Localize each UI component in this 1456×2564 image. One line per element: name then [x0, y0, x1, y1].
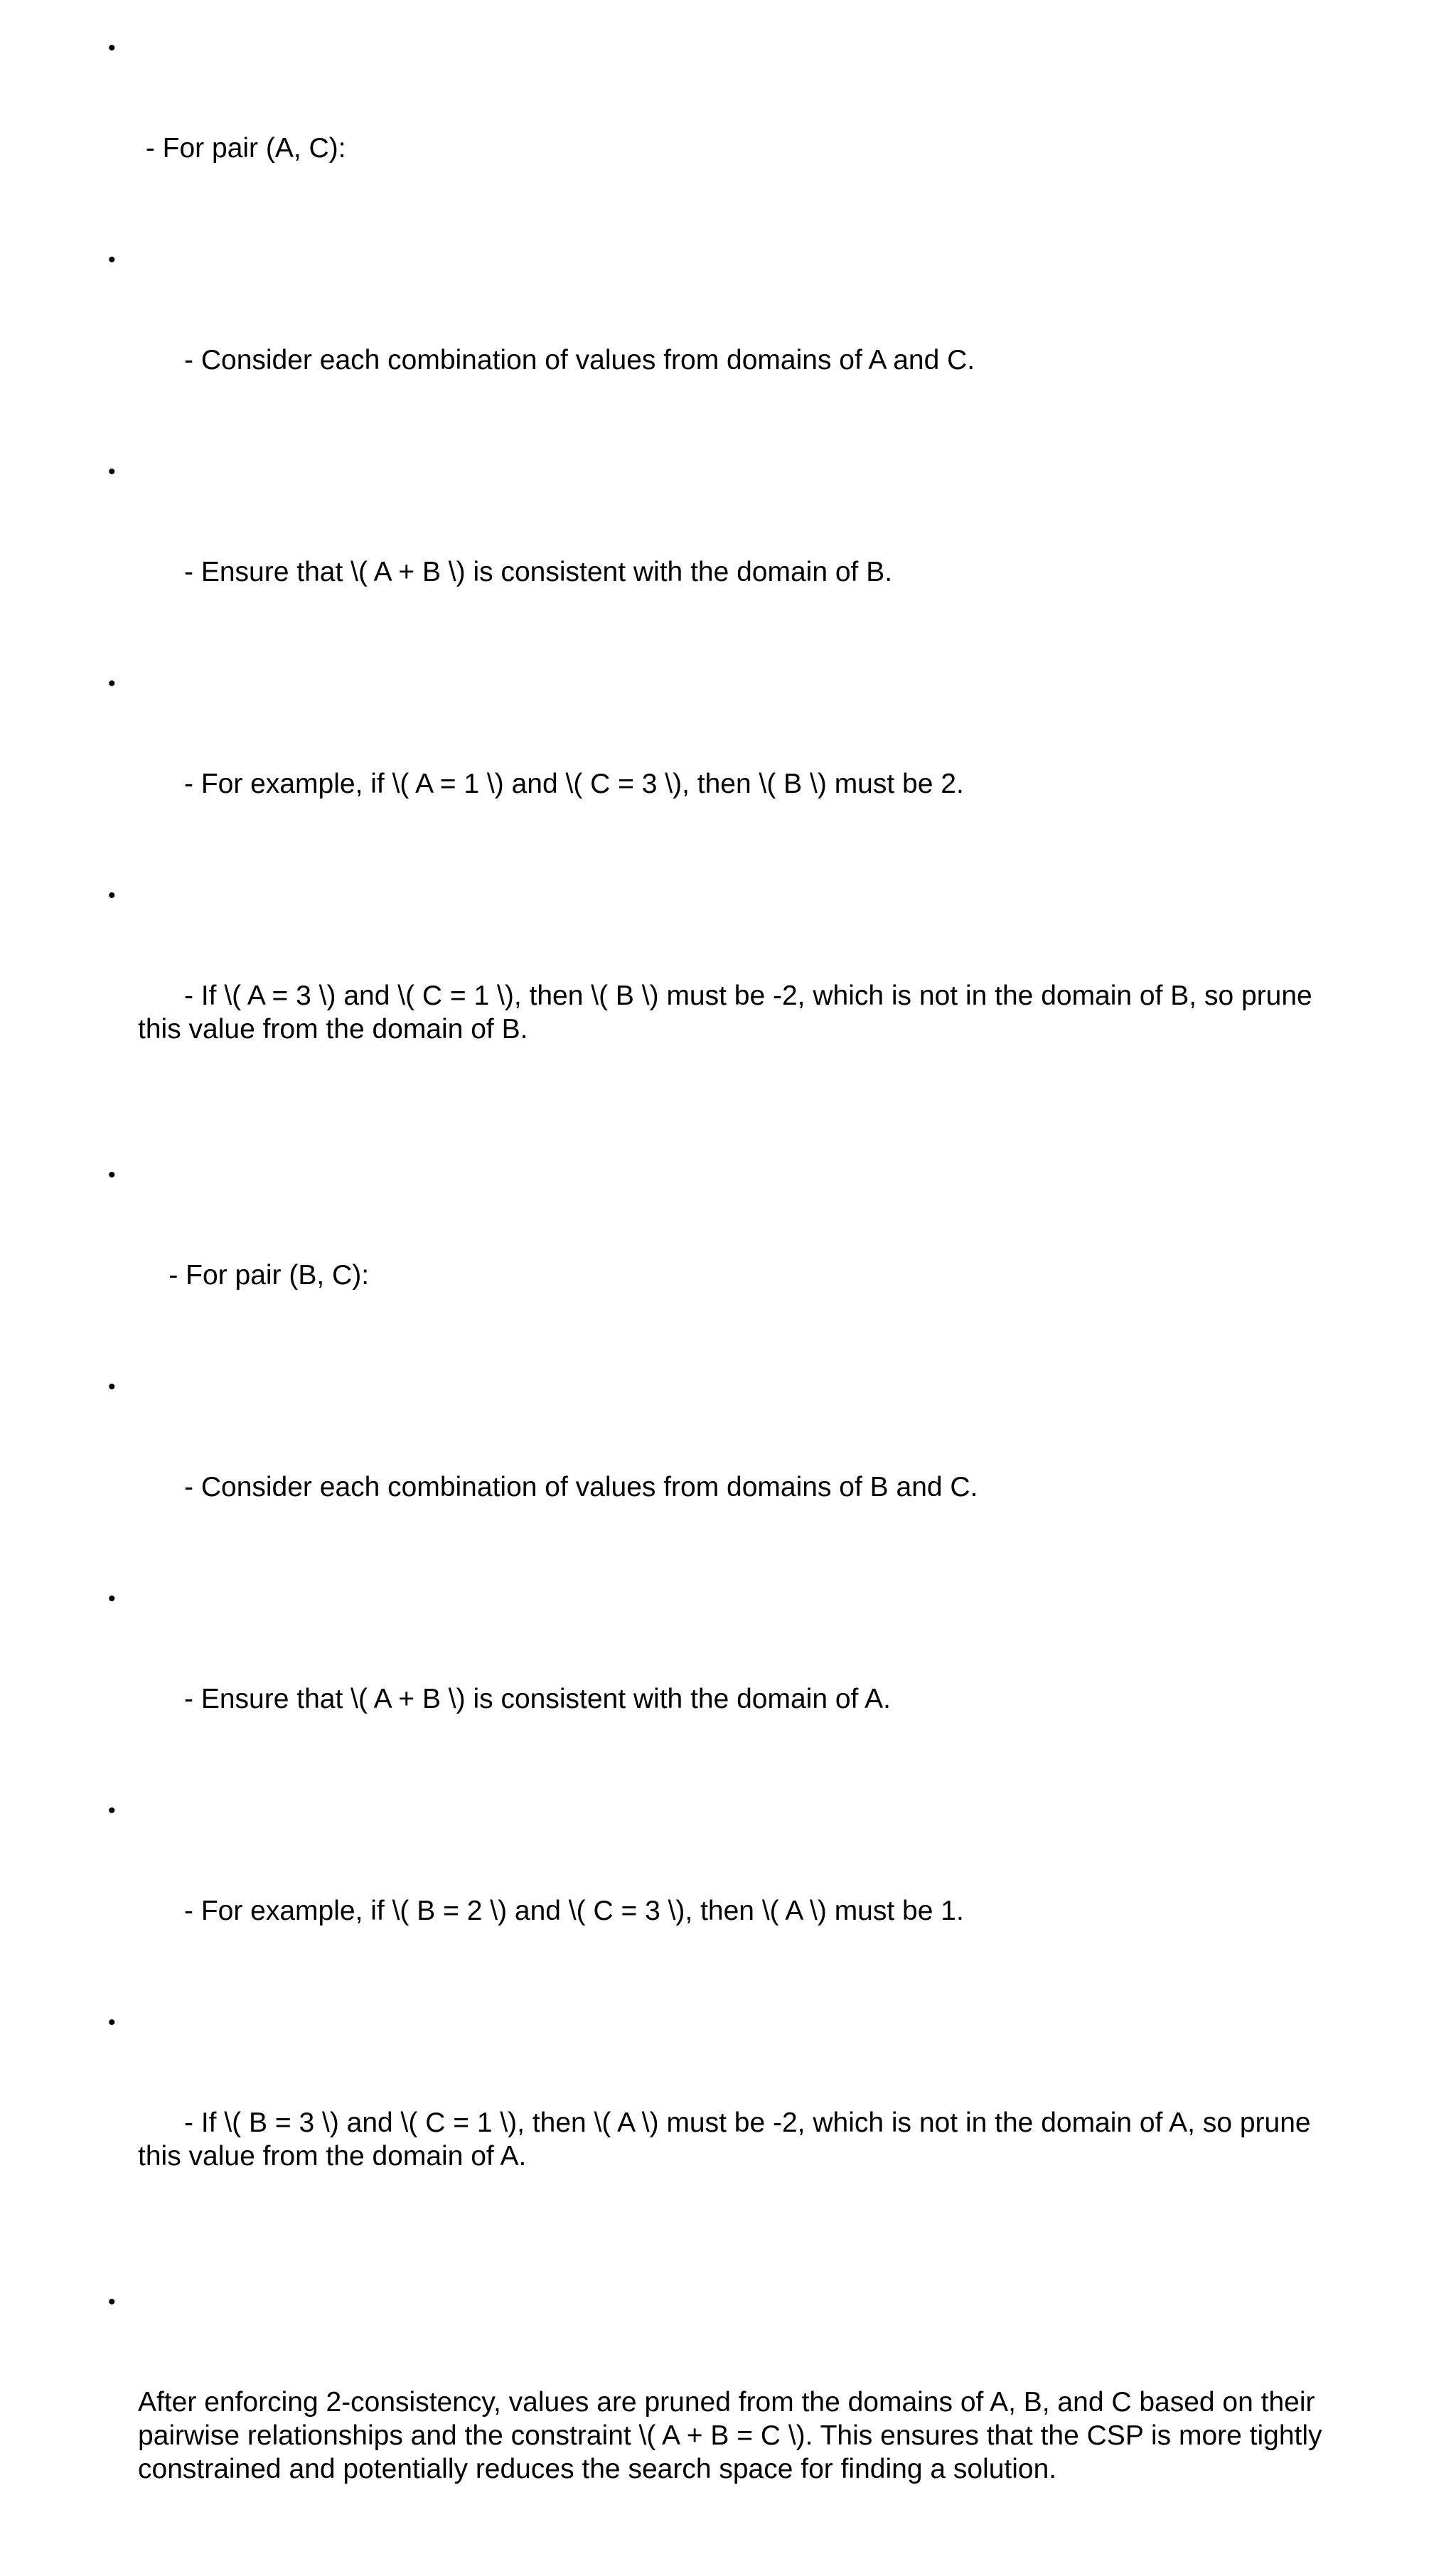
bullet-text: - For pair (A, C): — [138, 133, 346, 164]
bullet-item — [105, 455, 1356, 656]
bullet-dot-icon: • — [108, 1799, 116, 1822]
bullet-item — [105, 1370, 1356, 1571]
bullet-text: - Consider each combination of values from domains of B and C. — [138, 1472, 978, 1502]
bullet-item — [105, 667, 1356, 867]
bullet-text: - If \( B = 3 \) and \( C = 1 \), then \( A \) must be -2, which is not in the domain of A, so prune this value from the domain of A. — [138, 2108, 1319, 2172]
bullet-dot-icon: • — [108, 1375, 116, 1399]
bullet-item — [105, 2285, 1356, 2553]
bullet-text: - Consider each combination of values from domains of A and C. — [138, 345, 975, 375]
bullet-text: - Ensure that \( A + B \) is consistent with the domain of A. — [138, 1684, 891, 1714]
bullet-dot-icon: • — [108, 2290, 116, 2314]
bullet-item — [105, 2006, 1356, 2240]
bullet-text: - For example, if \( A = 1 \) and \( C = 3 \), then \( B \) must be 2. — [138, 769, 964, 799]
bullet-item — [105, 31, 1356, 232]
bullet-dot-icon: • — [108, 2011, 116, 2034]
bullet-item — [105, 879, 1356, 1113]
bullet-text: - Ensure that \( A + B \) is consistent with the domain of B. — [138, 557, 893, 587]
bullet-dot-icon: • — [108, 1587, 116, 1610]
bullet-list — [105, 31, 1356, 2564]
bullet-item — [105, 1158, 1356, 1359]
bullet-dot-icon: • — [108, 248, 116, 272]
bullet-dot-icon: • — [108, 1163, 116, 1187]
bullet-text: - If \( A = 3 \) and \( C = 1 \), then \( B \) must be -2, which is not in the domain of B, so prune this value from the domain of B. — [138, 981, 1320, 1045]
bullet-dot-icon: • — [108, 36, 116, 60]
bullet-dot-icon: • — [108, 672, 116, 695]
bullet-text: After enforcing 2-consistency, values are pruned from the domains of A, B, and C based on their pairwise relationships and the constraint \( A + B = C \). This ensures that the CSP is more tightly constrained and potentially reduces the search space for finding a solution. — [138, 2387, 1330, 2484]
bullet-dot-icon: • — [108, 884, 116, 907]
bullet-item — [105, 243, 1356, 444]
bullet-item — [105, 1582, 1356, 1783]
bullet-dot-icon: • — [108, 460, 116, 484]
bullet-text: - For example, if \( B = 2 \) and \( C = 3 \), then \( A \) must be 1. — [138, 1896, 964, 1926]
bullet-text: - For pair (B, C): — [138, 1260, 370, 1291]
bullet-item — [105, 1794, 1356, 1994]
